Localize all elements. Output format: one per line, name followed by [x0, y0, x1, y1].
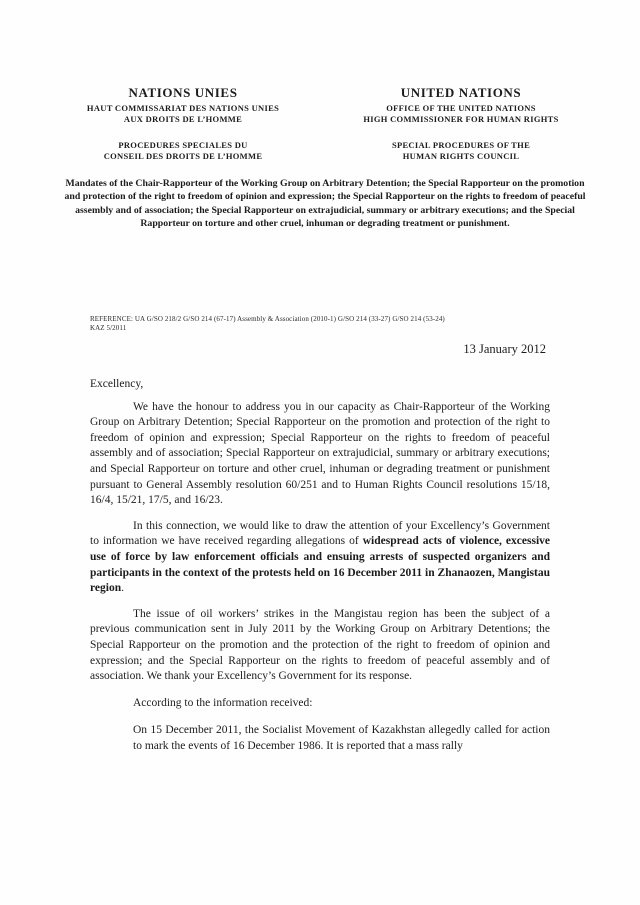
paragraph-allegations-lead: In this connection, we would like to draw the attention of your Excellency’s Government to information we have received regarding allegations of: [90, 519, 550, 548]
org-subtitle-en-line2: HIGH COMMISSIONER FOR HUMAN RIGHTS: [363, 114, 559, 124]
letterhead-english: [340, 85, 582, 162]
letter-date: 13 January 2012: [463, 341, 546, 356]
mandates-banner: Mandates of the Chair-Rapporteur of the Working Group on Arbitrary Detention; the Special Rapporteur on the promotion and protection of the right to freedom of opinion and expression; the Special Rapporteur on the rights to freedom of peaceful assembly and of association; the Special Rapporteur on extrajudicial, summary or arbitrary executions; and the Special Rapporteur on torture and other cruel, inhuman or degrading treatment or punishment.: [64, 178, 586, 230]
paragraph-allegations-bold: widespread acts of violence, excessive use of force by law enforcement officials and ensuing arrests of suspected organizers and participants in the context of the protests held on 16 December 2011 in Zhanaozen, Mangistau region: [90, 535, 550, 595]
reference-line2: KAZ 5/2011: [90, 323, 127, 332]
information-received-lead: According to the information received:: [133, 696, 313, 709]
reference-line1: REFERENCE: UA G/SO 218/2 G/SO 214 (67-17) Assembly & Association (2010-1) G/SO 214 (33-27) G/SO 214 (53-24): [90, 314, 445, 323]
org-subtitle-fr-line2: AUX DROITS DE L’HOMME: [123, 114, 243, 124]
paragraph-allegations: [90, 519, 550, 597]
quote-paragraph: On 15 December 2011, the Socialist Movement of Kazakhstan allegedly called for action to mark the events of 16 December 1986. It is reported that a mass rally: [133, 724, 550, 752]
org-subtitle-fr-line1: HAUT COMMISSARIAT DES NATIONS UNIES: [86, 103, 280, 113]
org-subtitle-en-line1: OFFICE OF THE UNITED NATIONS: [386, 103, 536, 113]
paragraph-allegations-tail: .: [121, 582, 124, 595]
reference-block: [90, 315, 550, 333]
org-section-en-line2: HUMAN RIGHTS COUNCIL: [402, 151, 520, 161]
org-section-fr-line2: CONSEIL DES DROITS DE L’HOMME: [103, 151, 263, 161]
org-section-en-line1: SPECIAL PROCEDURES OF THE: [391, 140, 531, 150]
org-section-fr-line1: PROCEDURES SPECIALES DU: [118, 140, 248, 150]
letterhead: [0, 0, 640, 162]
salutation: Excellency,: [90, 377, 144, 390]
paragraph-capacity: We have the honour to address you in our capacity as Chair-Rapporteur of the Working Group on Arbitrary Detention; Special Rapporteur on the promotion and protection of the right to freedom of opinion and expression; Special Rapporteur on the rights to freedom of peaceful assembly and of association; Special Rapporteur on extrajudicial, summary or arbitrary executions; and Special Rapporteur on torture and other cruel, inhuman or degrading treatment or punishment pursuant to General Assembly resolution 60/251 and to Human Rights Council resolutions 15/18, 16/4, 15/21, 17/5, and 16/23.: [90, 400, 550, 507]
org-title-fr: NATIONS UNIES: [128, 85, 238, 100]
letterhead-french: [62, 85, 304, 162]
org-title-en: UNITED NATIONS: [400, 85, 522, 100]
paragraph-previous-communication: The issue of oil workers’ strikes in the Mangistau region has been the subject of a previous communication sent in July 2011 by the Working Group on Arbitrary Detentions; the Special Rapporteur on the promotion and the protection of the right to freedom of opinion and expression; and the Special Rapporteur on the rights to freedom of peaceful assembly and of association. We thank your Excellency’s Government for its response.: [90, 607, 550, 683]
